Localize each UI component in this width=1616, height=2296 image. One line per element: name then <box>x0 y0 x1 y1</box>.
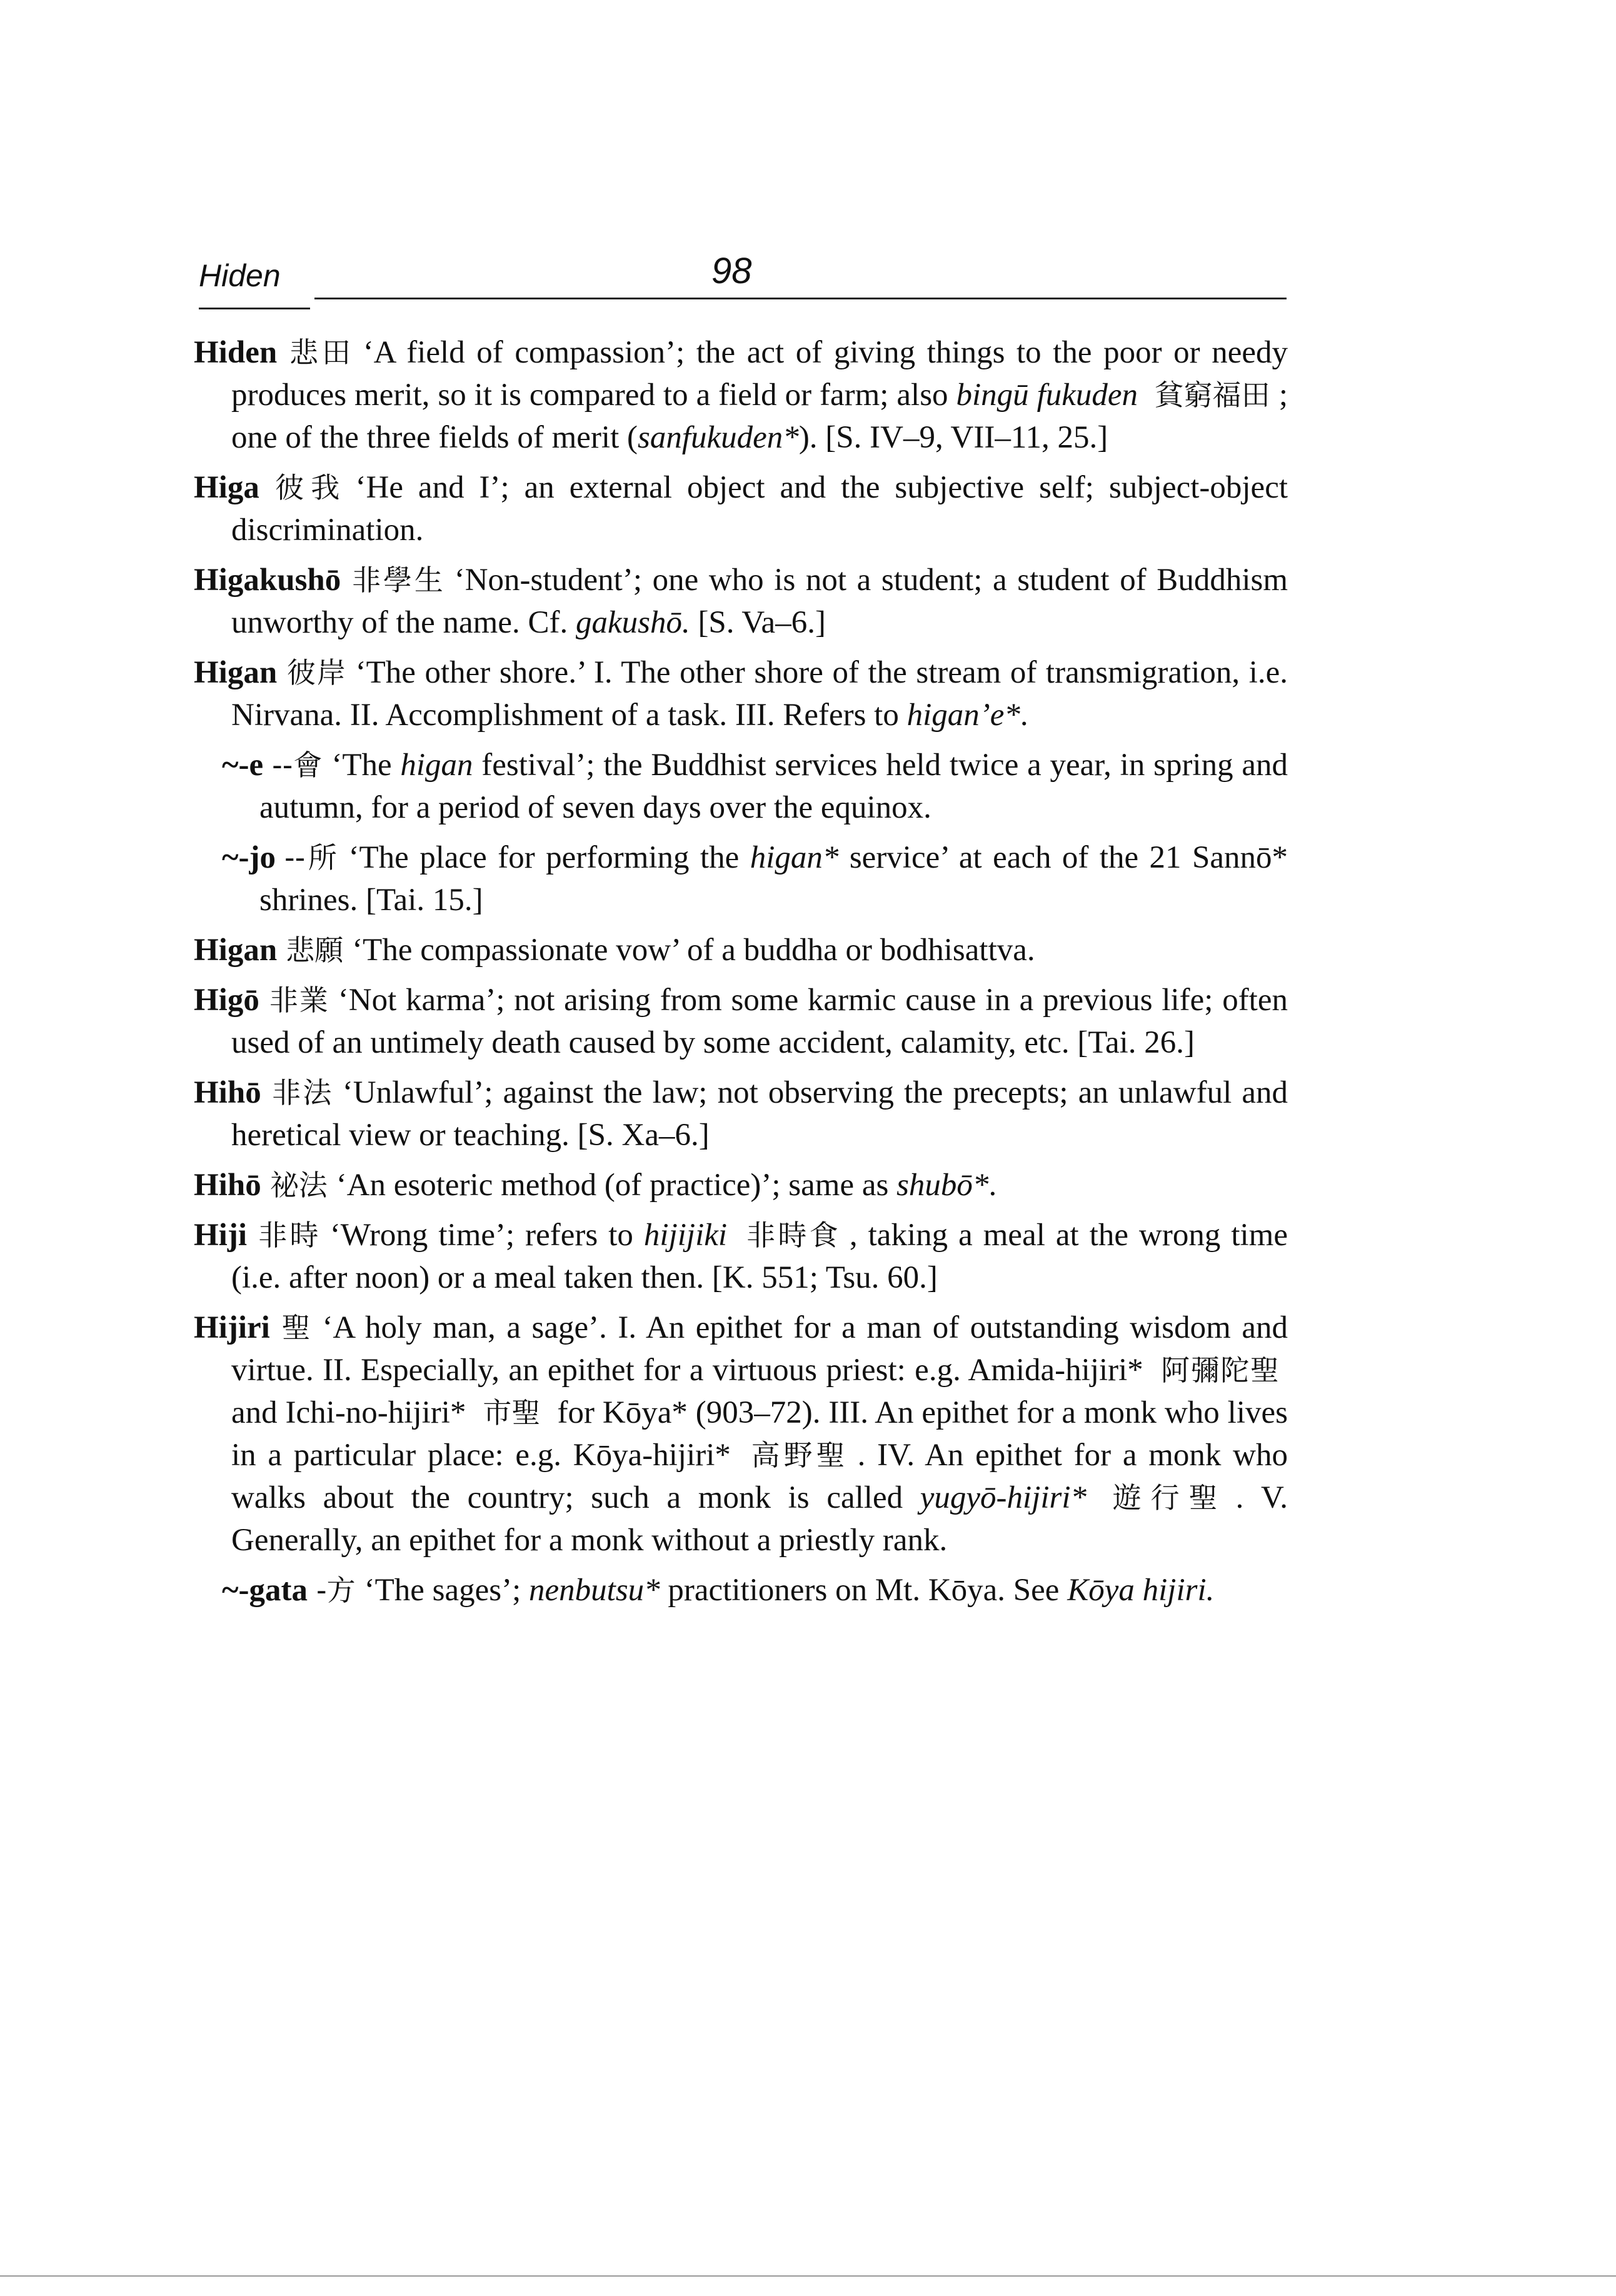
italic-term: higan’e* <box>906 698 1020 733</box>
definition-text: festival’; the Buddhist services held twice a year, in spring and autumn, for a period of seven days over the equinox. <box>259 748 1288 825</box>
definition-text: ‘He and I’; an external object and the subjective self; subject-object discrimination. <box>231 470 1288 548</box>
entry-higa <box>194 466 1288 551</box>
italic-term: bingū fukuden <box>956 378 1138 413</box>
entry-higan-shore <box>194 651 1288 736</box>
headword: Higakushō <box>194 563 341 598</box>
definition-text: , taking a meal at the wrong time (i.e. after noon) or a meal taken then. [K. 551; Tsu. 60.] <box>231 1218 1288 1295</box>
page-number: 98 <box>711 251 752 291</box>
header-rule-left <box>199 308 310 309</box>
entry-hiho-unlawful <box>194 1071 1288 1156</box>
headword-kanji: 彼我 <box>268 471 347 504</box>
headword: ~-jo <box>222 840 276 875</box>
definition-text: ‘Unlawful’; against the law; not observing the precepts; an unlawful and heretical view or teaching. [S. Xa–6.] <box>231 1075 1288 1153</box>
entry-higan-vow <box>194 929 1288 971</box>
subentry-higan-jo <box>194 836 1288 921</box>
dictionary-body <box>194 331 1288 1619</box>
headword: Higa <box>194 470 259 505</box>
definition-text: ‘A holy man, a sage’. I. An epithet for a man of outstanding wisdom and virtue. II. Especially, an epithet for a virtuous priest: e.g. Amida-hijiri* <box>231 1310 1288 1388</box>
headword: Hihō <box>194 1075 261 1110</box>
definition-text: . <box>988 1168 997 1203</box>
italic-term: hijijiki <box>643 1218 728 1253</box>
definition-text: ; one of the three fields of merit ( <box>231 378 1288 455</box>
italic-term: nenbutsu* <box>529 1573 660 1608</box>
subentry-hijiri-gata <box>194 1569 1288 1612</box>
definition-text: ‘The other shore.’ I. The other shore of the stream of transmigration, i.e. Nirvana. II. Accomplishment of a task. III. Refers to <box>231 655 1288 733</box>
entry-higo <box>194 979 1288 1064</box>
inline-kanji: 非時食 <box>746 1218 841 1252</box>
italic-term: yugyō-hijiri* <box>920 1480 1087 1515</box>
entry-hiho-esoteric <box>194 1164 1288 1206</box>
headword-kanji: -方 <box>316 1573 356 1607</box>
definition-text: practitioners on Mt. Kōya. See <box>660 1573 1068 1608</box>
inline-kanji: 阿彌陀聖 <box>1161 1353 1279 1387</box>
definition-text: ‘The place for performing the <box>348 840 750 875</box>
headword: Hihō <box>194 1168 261 1203</box>
italic-term: higan* <box>750 840 839 875</box>
italic-term: Kōya hijiri. <box>1067 1573 1215 1608</box>
definition-text: service’ at each of the 21 Sannō* shrines. [Tai. 15.] <box>259 840 1288 918</box>
headword-kanji: 悲願 <box>286 933 344 967</box>
entry-hijiri <box>194 1306 1288 1562</box>
inline-kanji: 貧窮福田 <box>1155 378 1270 412</box>
italic-term: gakushō. <box>575 605 690 640</box>
headword-kanji: 非時 <box>256 1218 321 1252</box>
definition-text: ‘The compassionate vow’ of a buddha or bodhisattva. <box>352 933 1035 968</box>
headword: Hiji <box>194 1218 247 1253</box>
entry-higakusho <box>194 559 1288 644</box>
definition-text: [S. Va–6.] <box>690 605 826 640</box>
headword-kanji: --會 <box>272 748 323 782</box>
headword: Higan <box>194 655 278 690</box>
definition-text: ‘The <box>331 748 401 783</box>
headword: ~-gata <box>222 1573 308 1608</box>
definition-text: for Kōya* (903–72). III. An epithet for a monk who lives in a particular place: e.g. Kōya-hijiri* <box>231 1395 1288 1473</box>
inline-kanji: 高野聖 <box>751 1438 849 1472</box>
headword: Hijiri <box>194 1310 270 1345</box>
headword-kanji: 非學生 <box>349 563 446 597</box>
entry-hiji <box>194 1214 1288 1299</box>
italic-term: sanfukuden* <box>638 420 799 455</box>
headword-kanji: 聖 <box>278 1311 314 1345</box>
headword-kanji: --所 <box>284 841 340 875</box>
headword-kanji: 悲田 <box>286 336 354 369</box>
headword-kanji: 非業 <box>268 983 329 1017</box>
headword: Higō <box>194 983 259 1018</box>
definition-text: ). [S. IV–9, VII–11, 25.] <box>798 420 1108 455</box>
page-header <box>199 250 1287 313</box>
definition-text: and Ichi-no-hijiri* <box>231 1395 474 1430</box>
entry-hiden <box>194 331 1288 459</box>
definition-text: ‘Not karma’; not arising from some karmic cause in a previous life; often used of an untimely death caused by some accident, calamity, etc. [Tai. 26.] <box>231 983 1288 1060</box>
headword-kanji: 彼岸 <box>286 656 347 689</box>
inline-kanji: 遊行聖 <box>1112 1481 1227 1515</box>
definition-text: . V. Generally, an epithet for a monk without a priestly rank. <box>231 1480 1288 1558</box>
page-bottom-edge <box>0 2275 1616 2277</box>
headword: Higan <box>194 933 278 968</box>
italic-term: shubō* <box>896 1168 989 1203</box>
header-rule-right <box>314 298 1287 299</box>
running-head: Hiden <box>199 258 281 293</box>
definition-text: . IV. An epithet for a monk who walks about the country; such a monk is called <box>231 1438 1288 1515</box>
headword: Hiden <box>194 335 278 370</box>
headword-kanji: 祕法 <box>269 1168 328 1202</box>
inline-kanji: 市聖 <box>483 1396 541 1430</box>
headword: ~-e <box>222 748 264 783</box>
definition-text: . <box>1020 698 1028 733</box>
definition-text: ‘Wrong time’; refers to <box>329 1218 644 1253</box>
italic-term: higan <box>400 748 473 783</box>
definition-text: ‘A field of compassion’; the act of giving things to the poor or needy produces merit, so it is compared to a field or farm; also <box>231 335 1288 413</box>
definition-text: ‘The sages’; <box>364 1573 529 1608</box>
subentry-higan-e <box>194 744 1288 829</box>
definition-text: ‘Non-student’; one who is not a student; a student of Buddhism unworthy of the name. Cf. <box>231 563 1288 640</box>
definition-text: ‘An esoteric method (of practice)’; same as <box>336 1168 897 1203</box>
headword-kanji: 非法 <box>269 1076 334 1110</box>
